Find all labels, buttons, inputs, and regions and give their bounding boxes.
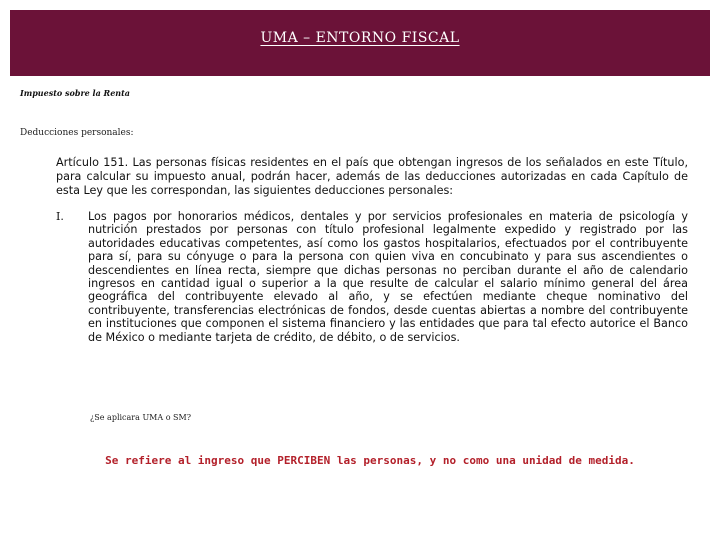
item-marker: I.: [56, 210, 64, 223]
section-title: Impuesto sobre la Renta: [20, 88, 130, 98]
item-text: Los pagos por honorarios médicos, dentales y por servicios profesionales en materia de psicología y nutrición prestados por personas con título profesional legalmente expedido y registrado por las autoridades educativas competentes, así como los gastos hospitalarios, efectuados por el contribuyente para sí, para su cónyuge o para la persona con quien viva en concubinato y para sus ascendientes o descendientes en línea recta, siempre que dichas personas no perciban durante el año de calendario ingresos en cantidad igual o superior a la que resulte de calcular el salario mínimo general del área geográfica del contribuyente elevado al año, y se efectúen mediante cheque nominativo del contribuyente, transferencias electrónicas de fondos, desde cuentas abiertas a nombre del contribuyente en instituciones que componen el sistema financiero y las entidades que para tal efecto autorice el Banco de México o mediante tarjeta de crédito, de débito, o de servicios.: [88, 210, 688, 344]
article-item: [56, 210, 688, 344]
answer-text: Se refiere al ingreso que PERCIBEN las personas, y no como una unidad de medida.: [105, 454, 635, 467]
subsection-title: Deducciones personales:: [20, 128, 134, 138]
question-text: ¿Se aplicara UMA o SM?: [90, 413, 192, 422]
header-band: [10, 10, 710, 76]
page-title: UMA – ENTORNO FISCAL: [260, 30, 460, 46]
article-intro: Artículo 151. Las personas físicas residentes en el país que obtengan ingresos de los señalados en este Título, para calcular su impuesto anual, podrán hacer, además de las deducciones autorizadas en cada Capítulo de esta Ley que les correspondan, las siguientes deducciones personales:: [56, 156, 688, 197]
